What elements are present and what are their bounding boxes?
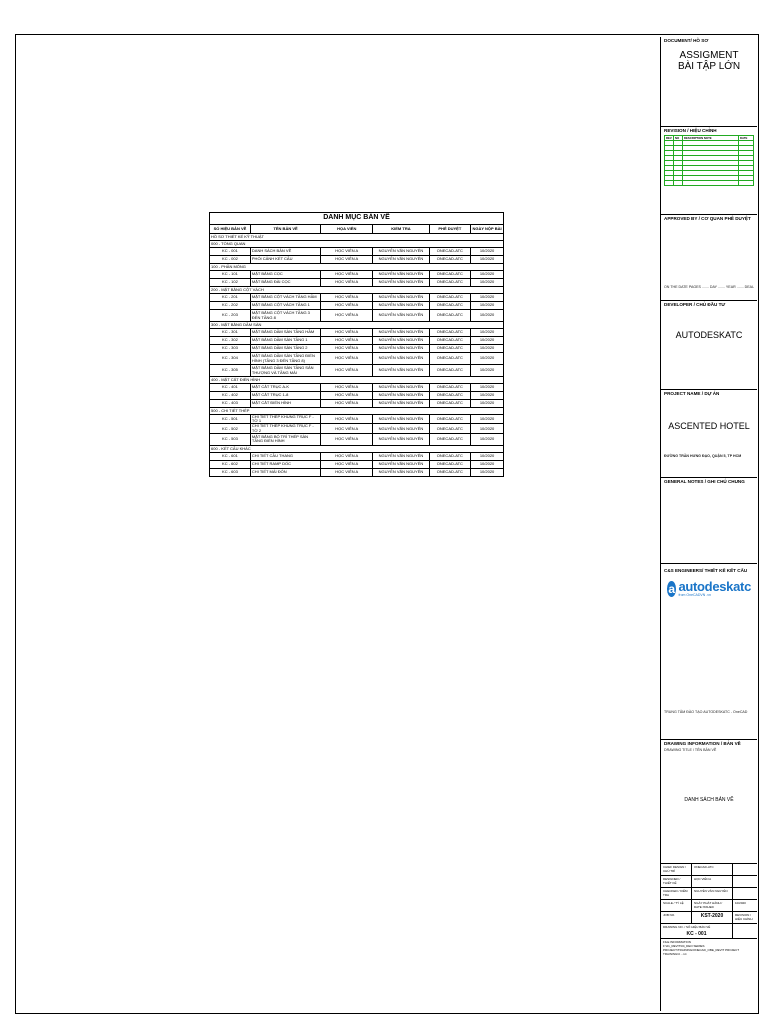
logo-sub-text: from OneCADVN (678, 593, 706, 597)
cell-code: KC - 502 (210, 424, 251, 433)
table-row (210, 424, 504, 433)
cell-date: 10/2020 (471, 415, 504, 424)
cell-approver: ONECAD-ATC (429, 248, 471, 256)
document-title-line2: BÀI TẬP LỚN (677, 61, 741, 72)
cell-name: MẶT BẰNG DẦM SÀN TẦNG 1 (250, 337, 320, 345)
table-row (210, 433, 504, 445)
table-row (210, 345, 504, 353)
table-row (210, 294, 504, 302)
cell-name: MẶT BẰNG DẦM SÀN TẦNG HẦM (250, 329, 320, 337)
cell-code: KC - 202 (210, 302, 251, 310)
cell-name: MẶT BẰNG CỌC (250, 271, 320, 279)
cell-code: KC - 101 (210, 271, 251, 279)
group-label: 100 - PHẦN MÓNG (210, 264, 504, 271)
drawing-info-sub: DRAWING TITLE / TÊN BẢN VẼ (664, 748, 717, 752)
cell-date: 10/2020 (471, 345, 504, 353)
cell-code: KC - 402 (210, 392, 251, 400)
col-name: TÊN BẢN VẼ (250, 225, 320, 234)
cell-drafter: HỌC VIÊN A (321, 337, 373, 345)
cell-checker: NGUYỄN VĂN NGUYÊN (373, 468, 429, 476)
info-table (661, 864, 757, 957)
cell-approver: ONECAD-ATC (429, 329, 471, 337)
group-label: HỒ SƠ THIẾT KẾ KỸ THUẬT (210, 234, 504, 241)
file-info-label: FILE INFORMATION (663, 940, 691, 944)
cell-drafter: HỌC VIÊN A (321, 279, 373, 287)
cell-code: KC - 501 (210, 415, 251, 424)
group-label: 500 - CHI TIẾT THÉP (210, 408, 504, 415)
cell-code: KC - 001 (210, 248, 251, 256)
project-section (661, 389, 757, 477)
cell-checker: NGUYỄN VĂN NGUYÊN (373, 452, 429, 460)
cell-code: KC - 403 (210, 400, 251, 408)
cell-drafter: HỌC VIÊN A (321, 271, 373, 279)
cell-drafter: HỌC VIÊN A (321, 256, 373, 264)
group-row (210, 241, 504, 248)
cell-drafter: HỌC VIÊN A (321, 384, 373, 392)
cell-approver: ONECAD-ATC (429, 400, 471, 408)
cell-approver: ONECAD-ATC (429, 310, 471, 322)
cell-name: DANH SÁCH BẢN VẼ (250, 248, 320, 256)
info-row-designed (661, 876, 757, 888)
title-block (660, 37, 756, 1011)
cell-drafter: HỌC VIÊN A (321, 424, 373, 433)
table-row (210, 256, 504, 264)
cell-name: MẶT BẰNG BỐ TRÍ THÉP SÀN TẦNG ĐIỂN HÌNH (250, 433, 320, 445)
cell-name: MẶT BẰNG DẦM SÀN TẦNG SÂN THƯỢNG VÀ TẦNG MÁI (250, 365, 320, 377)
cell-approver: ONECAD-ATC (429, 302, 471, 310)
cell-drafter: HỌC VIÊN A (321, 365, 373, 377)
group-label: 000 - TỔNG QUAN (210, 241, 504, 248)
info-label: DESIGNED / THIẾT KẾ (661, 876, 692, 888)
document-head: DOCUMENT/ HỒ SƠ (664, 38, 709, 43)
document-title (661, 50, 757, 72)
document-title-line1: ASSIGMENT (679, 50, 739, 61)
cell-approver: ONECAD-ATC (429, 424, 471, 433)
cell-checker: NGUYỄN VĂN NGUYÊN (373, 365, 429, 377)
cell-drafter: HỌC VIÊN A (321, 433, 373, 445)
rev-no-col: NO (674, 136, 683, 141)
info-value: NGÀY PHÁT HÀNH / DATE ISSUED (692, 900, 733, 912)
cell-date: 10/2020 (471, 279, 504, 287)
cell-checker: NGUYỄN VĂN NGUYÊN (373, 460, 429, 468)
cell-name: MẶT BẰNG DẦM SÀN TẦNG 2 (250, 345, 320, 353)
cell-date: 10/2020 (471, 302, 504, 310)
group-row (210, 377, 504, 384)
cell-code: KC - 302 (210, 337, 251, 345)
group-row (210, 234, 504, 241)
cell-drafter: HỌC VIÊN A (321, 329, 373, 337)
revision-head: REVISION / HIỆU CHỈNH (664, 128, 717, 133)
cell-drafter: HỌC VIÊN A (321, 460, 373, 468)
developer-section (661, 300, 757, 389)
info-row-chief (661, 864, 757, 876)
cell-drafter: HỌC VIÊN A (321, 302, 373, 310)
cell-name: CHI TIẾT THÉP KHUNG TRỤC F - TỜ 2 (250, 424, 320, 433)
group-row (210, 287, 504, 294)
cell-code: KC - 002 (210, 256, 251, 264)
group-row (210, 264, 504, 271)
logo-word: autodeskatc (678, 579, 751, 594)
group-label: 300 - MẶT BẰNG DẦM SÀN (210, 322, 504, 329)
group-row (210, 445, 504, 452)
info-label: CHIEF DESIGN / CHỦ TRÌ (663, 865, 687, 873)
table-row (210, 353, 504, 365)
table-row (210, 400, 504, 408)
drawing-no-cell (661, 924, 733, 939)
logo-text (678, 580, 751, 597)
table-row (210, 302, 504, 310)
cell-name: MẶT CẮT TRỤC A-K (250, 384, 320, 392)
info-row-job (661, 912, 757, 924)
cell-checker: NGUYỄN VĂN NGUYÊN (373, 302, 429, 310)
cell-name: MẶT BẰNG DẦM SÀN TẦNG ĐIỂN HÌNH (TẦNG 3 ĐẾN TẦNG 8) (250, 353, 320, 365)
cell-approver: ONECAD-ATC (429, 415, 471, 424)
cell-date: 10/2020 (471, 256, 504, 264)
cell-approver: ONECAD-ATC (429, 345, 471, 353)
cell-date: 10/2020 (471, 460, 504, 468)
drawing-title: DANH SÁCH BẢN VẼ (684, 797, 734, 803)
cell-date: 10/2020 (471, 248, 504, 256)
drawing-info-section (661, 739, 757, 863)
drawing-info-head: DRAWING INFORMATION / BẢN VẼ (664, 741, 741, 746)
logo-a-icon: a (668, 581, 676, 596)
cell-code: KC - 602 (210, 460, 251, 468)
cell-checker: NGUYỄN VĂN NGUYÊN (373, 337, 429, 345)
col-drafter: HỌA VIÊN (321, 225, 373, 234)
table-row (210, 384, 504, 392)
cell-date: 10/2020 (471, 365, 504, 377)
cell-code: KC - 303 (210, 345, 251, 353)
cell-checker: NGUYỄN VĂN NGUYÊN (373, 345, 429, 353)
cell-name: MẶT BẰNG CỘT VÁCH TẦNG HẦM (250, 294, 320, 302)
cell-name: MẶT BẰNG CỘT VÁCH TẦNG 3 ĐẾN TẦNG 8 (250, 310, 320, 322)
info-row-drawing-no (661, 924, 757, 939)
info-row-scale (661, 900, 757, 912)
cell-code: KC - 201 (210, 294, 251, 302)
developer-head: DEVELOPER / CHỦ ĐẦU TƯ (664, 302, 726, 307)
table-row (210, 460, 504, 468)
cell-date: 10/2020 (471, 452, 504, 460)
cell-date: 10/2020 (471, 424, 504, 433)
cell-code: KC - 102 (210, 279, 251, 287)
cell-checker: NGUYỄN VĂN NGUYÊN (373, 279, 429, 287)
logo-caption: TRUNG TÂM ĐÀO TẠO AUTODESKATC - OneCAD (664, 710, 748, 714)
cell-code: KC - 203 (210, 310, 251, 322)
cell-code: KC - 301 (210, 329, 251, 337)
info-section (661, 863, 757, 1011)
index-title: DANH MỤC BẢN VẼ (210, 213, 504, 225)
cell-approver: ONECAD-ATC (429, 271, 471, 279)
cell-approver: ONECAD-ATC (429, 294, 471, 302)
cell-date: 10/2020 (471, 294, 504, 302)
table-row (210, 329, 504, 337)
info-value: NGUYỄN VĂN NGUYÊN (692, 888, 733, 900)
developer-name: AUTODESKATC (675, 330, 743, 340)
approved-section (661, 214, 757, 300)
cell-checker: NGUYỄN VĂN NGUYÊN (373, 353, 429, 365)
table-row (210, 365, 504, 377)
cell-approver: ONECAD-ATC (429, 337, 471, 345)
cell-checker: NGUYỄN VĂN NGUYÊN (373, 400, 429, 408)
info-extra: REVISION / HIỆU CHỈNH (733, 912, 758, 924)
cell-drafter: HỌC VIÊN A (321, 468, 373, 476)
cell-name: MẶT BẰNG ĐÀI CỌC (250, 279, 320, 287)
cell-approver: ONECAD-ATC (429, 452, 471, 460)
cell-name: CHI TIẾT MÁI ĐÓN (250, 468, 320, 476)
cell-checker: NGUYỄN VĂN NGUYÊN (373, 392, 429, 400)
table-row (210, 310, 504, 322)
engineers-section (661, 563, 757, 739)
cell-checker: NGUYỄN VĂN NGUYÊN (373, 384, 429, 392)
cell-code: KC - 305 (210, 365, 251, 377)
cell-drafter: HỌC VIÊN A (321, 452, 373, 460)
cell-approver: ONECAD-ATC (429, 392, 471, 400)
cell-checker: NGUYỄN VĂN NGUYÊN (373, 248, 429, 256)
cell-approver: ONECAD-ATC (429, 365, 471, 377)
cell-name: MẶT CẮT TRỤC 1-8 (250, 392, 320, 400)
info-value: KST-2020 (692, 912, 733, 924)
cell-date: 10/2020 (471, 384, 504, 392)
cell-date: 10/2020 (471, 392, 504, 400)
file-info-cell (661, 939, 757, 958)
file-info-path: F:\01_REVIT\04_DEO SERIES PROJECT\TRAINING\ONECAD_OBE_REVIT PROJECT TRAINING\3 ...rvt (663, 944, 740, 956)
revision-table (664, 135, 754, 186)
cell-date: 10/2020 (471, 400, 504, 408)
cell-date: 10/2020 (471, 468, 504, 476)
cell-approver: ONECAD-ATC (429, 279, 471, 287)
table-row (210, 271, 504, 279)
document-section (661, 37, 757, 126)
table-row (210, 392, 504, 400)
group-row (210, 322, 504, 329)
cell-drafter: HỌC VIÊN A (321, 415, 373, 424)
table-row (210, 452, 504, 460)
cell-date: 10/2020 (471, 353, 504, 365)
group-label: 600 - KẾT CẤU KHÁC (210, 445, 504, 452)
cell-drafter: HỌC VIÊN A (321, 392, 373, 400)
drawing-index-table (209, 212, 504, 477)
rev-date-col: DATE (739, 136, 754, 141)
project-head: PROJECT NAME / DỰ ÁN (664, 391, 720, 396)
cell-approver: ONECAD-ATC (429, 353, 471, 365)
group-label: 200 - MẶT BẰNG CỘT VÁCH (210, 287, 504, 294)
cell-checker: NGUYỄN VĂN NGUYÊN (373, 271, 429, 279)
cell-checker: NGUYỄN VĂN NGUYÊN (373, 256, 429, 264)
approved-note: ON THE DATE PAGES ....... DAY ....... YEAR ....... DEAL (664, 285, 755, 289)
info-extra: 10/2020 (733, 900, 758, 912)
table-row (210, 337, 504, 345)
cell-date: 10/2020 (471, 433, 504, 445)
cell-approver: ONECAD-ATC (429, 256, 471, 264)
info-value: ONECAD-ATC (692, 864, 733, 876)
sheet-border (15, 34, 759, 1014)
rev-desc-col: DESCRIPTION NOTE (683, 136, 739, 141)
info-extra (733, 888, 758, 900)
cell-approver: ONECAD-ATC (429, 433, 471, 445)
drawing-no-label: DRAWING NO. / SỐ HIỆU BẢN VẼ (663, 925, 711, 929)
company-logo (667, 580, 751, 597)
cell-code: KC - 401 (210, 384, 251, 392)
cell-drafter: HỌC VIÊN A (321, 310, 373, 322)
cell-date: 10/2020 (471, 329, 504, 337)
cell-drafter: HỌC VIÊN A (321, 353, 373, 365)
table-row (210, 468, 504, 476)
cell-name: MẶT BẰNG CỘT VÁCH TẦNG 1 (250, 302, 320, 310)
cell-name: MẶT CẮT ĐIỂN HÌNH (250, 400, 320, 408)
revision-section (661, 126, 757, 214)
cell-approver: ONECAD-ATC (429, 468, 471, 476)
col-date: NGÀY NỘP BÀI (471, 225, 504, 234)
info-label: JOB NO. (661, 912, 692, 924)
info-label: CHECKED / KIỂM TRA (661, 888, 692, 900)
cell-name: CHI TIẾT THÉP KHUNG TRỤC F - TỜ 1 (250, 415, 320, 424)
cell-date: 10/2020 (471, 271, 504, 279)
cell-code: KC - 603 (210, 468, 251, 476)
engineers-head: C&S ENGINEERS/ THIẾT KẾ KẾT CẤU (664, 568, 748, 573)
approved-head: APPROVED BY / CƠ QUAN PHÊ DUYỆT (664, 216, 751, 221)
cell-code: KC - 601 (210, 452, 251, 460)
group-label: 400 - MẶT CẮT ĐIỂN HÌNH (210, 377, 504, 384)
info-label: SCALE / TỶ LỆ (661, 900, 692, 912)
cell-checker: NGUYỄN VĂN NGUYÊN (373, 424, 429, 433)
cell-date: 10/2020 (471, 310, 504, 322)
cell-drafter: HỌC VIÊN A (321, 400, 373, 408)
cell-name: PHỐI CẢNH KẾT CẤU (250, 256, 320, 264)
cell-checker: NGUYỄN VĂN NGUYÊN (373, 415, 429, 424)
cell-checker: NGUYỄN VĂN NGUYÊN (373, 329, 429, 337)
table-row (210, 248, 504, 256)
cell-checker: NGUYỄN VĂN NGUYÊN (373, 294, 429, 302)
cell-approver: ONECAD-ATC (429, 460, 471, 468)
col-code: SỐ HIỆU BẢN VẼ (210, 225, 251, 234)
cell-name: CHI TIẾT RAMP DỐC (250, 460, 320, 468)
cell-drafter: HỌC VIÊN A (321, 345, 373, 353)
project-name: ASCENTED HOTEL (668, 421, 750, 431)
cell-drafter: HỌC VIÊN A (321, 294, 373, 302)
notes-head: GENERAL NOTES / GHI CHÚ CHUNG (664, 479, 745, 484)
cell-code: KC - 304 (210, 353, 251, 365)
info-row-file (661, 939, 757, 958)
info-extra (733, 876, 758, 888)
cell-drafter: HỌC VIÊN A (321, 248, 373, 256)
cell-code: KC - 503 (210, 433, 251, 445)
logo-domain: .vn (706, 593, 711, 597)
info-row-checked (661, 888, 757, 900)
project-address: ĐƯỜNG TRẦN HƯNG ĐẠO, QUẬN 5, TP HCM (664, 454, 742, 458)
table-row (210, 279, 504, 287)
rev-col: REV (666, 136, 672, 140)
cell-date: 10/2020 (471, 337, 504, 345)
cell-checker: NGUYỄN VĂN NGUYÊN (373, 433, 429, 445)
drawing-no: KC - 001 (686, 931, 707, 937)
notes-section (661, 477, 757, 563)
info-value: HỌC VIÊN A (692, 876, 733, 888)
cell-name: CHI TIẾT CẦU THANG (250, 452, 320, 460)
col-approver: PHÊ DUYỆT (429, 225, 471, 234)
cell-checker: NGUYỄN VĂN NGUYÊN (373, 310, 429, 322)
info-extra (733, 864, 758, 876)
col-checker: KIỂM TRA (373, 225, 429, 234)
cell-approver: ONECAD-ATC (429, 384, 471, 392)
